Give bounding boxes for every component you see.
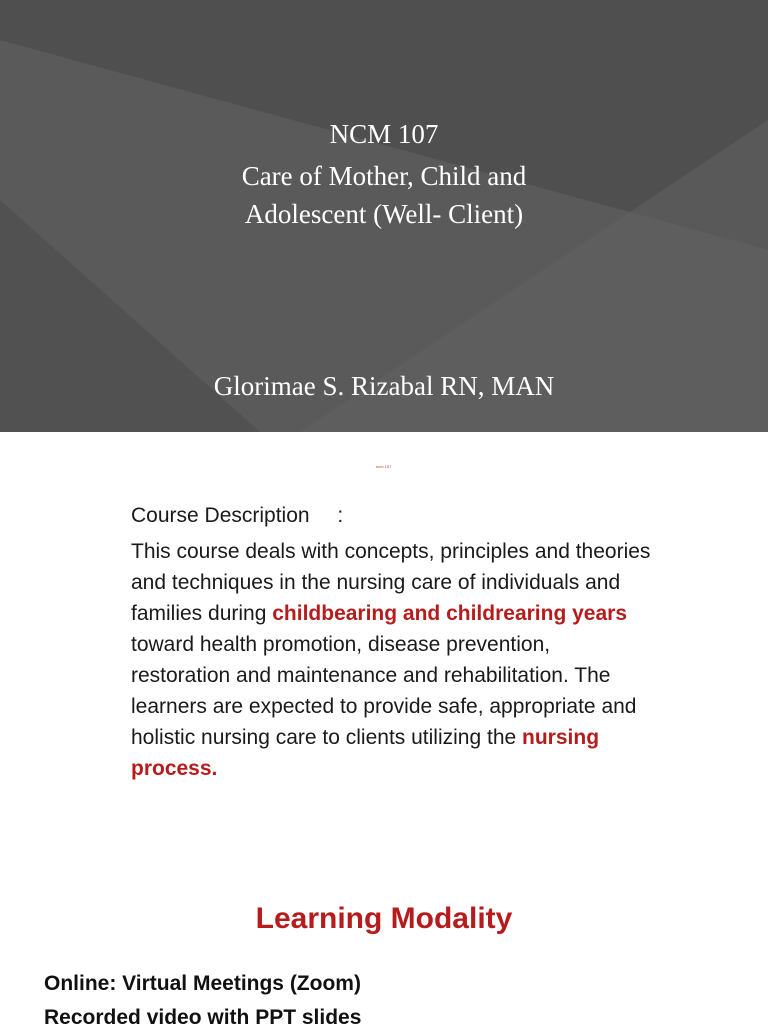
course-description-colon: : xyxy=(337,504,344,527)
course-description-text-2: toward health promotion, disease prevention, restoration and maintenance and rehabilitation. The learners are expected to provide safe, appropriate and holistic nursing care to clients utilizing the xyxy=(131,633,637,749)
course-description-body xyxy=(131,536,651,784)
course-title-line1: Care of Mother, Child and xyxy=(241,161,527,191)
course-description-label: Course Description xyxy=(131,504,310,527)
instructor-name: Glorimae S. Rizabal RN, MAN xyxy=(213,371,555,401)
course-description-text-1: This course deals with concepts, principles and theories and techniques in the nursing care of individuals and families during xyxy=(131,540,651,625)
modality-item-recorded: Recorded video with PPT slides xyxy=(44,1006,362,1029)
course-code: NCM 107 xyxy=(329,119,439,149)
highlight-childbearing: childbearing and childrearing years xyxy=(272,602,628,625)
modality-item-online: Online: Virtual Meetings (Zoom) xyxy=(44,972,361,995)
title-slide xyxy=(0,0,768,432)
course-description-label-row xyxy=(131,500,651,531)
tiny-mark: ncm 107 xyxy=(376,464,392,469)
highlight-nursing-process: nursing process. xyxy=(131,726,600,780)
learning-modality-heading: Learning Modality xyxy=(255,902,513,935)
course-title-line2: Adolescent (Well- Client) xyxy=(244,199,524,229)
